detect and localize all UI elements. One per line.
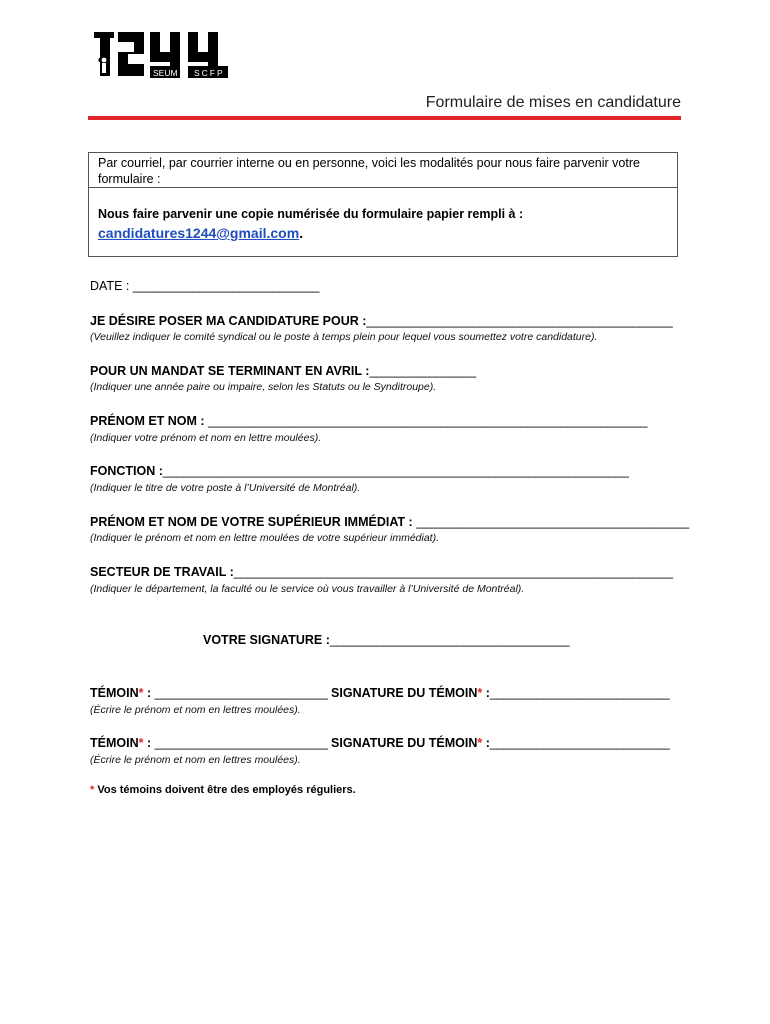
instructions-top-cell <box>89 153 677 188</box>
function-label: FONCTION : <box>90 464 163 478</box>
position-blank[interactable]: ______________________________________________ <box>366 314 673 328</box>
witness1-colon: : <box>143 686 152 700</box>
witness1-signature-colon: : <box>482 686 490 700</box>
witness1-signature-star: * <box>477 686 483 700</box>
mandate-field <box>90 364 476 378</box>
witness1-note: (Écrire le prénom et nom en lettres moulées). <box>90 704 301 716</box>
witness2-field <box>90 736 669 750</box>
name-blank[interactable]: __________________________________________________________________ <box>208 414 648 428</box>
signature-label: VOTRE SIGNATURE : <box>203 633 330 647</box>
logo-seum-text: SEUM <box>153 68 178 78</box>
sector-label: SECTEUR DE TRAVAIL : <box>90 565 234 579</box>
instructions-box <box>88 152 678 257</box>
sector-field <box>90 565 673 579</box>
sector-note: (Indiquer le département, la faculté ou le service où vous travailler à l’Université de Montréal). <box>90 583 525 595</box>
witness1-signature-label: SIGNATURE DU TÉMOIN <box>331 686 478 700</box>
witness1-signature-blank[interactable]: ___________________________ <box>489 686 670 700</box>
footnote-star: * <box>90 784 95 796</box>
position-note: (Veuillez indiquer le comité syndical ou le poste à temps plein pour lequel vous soumettez votre candidature). <box>90 331 598 343</box>
supervisor-note: (Indiquer le prénom et nom en lettre moulées de votre supérieur immédiat). <box>90 532 440 544</box>
date-blank[interactable]: ____________________________ <box>132 279 320 293</box>
witness1-star: * <box>138 686 144 700</box>
supervisor-blank[interactable]: _________________________________________ <box>416 515 689 529</box>
witness2-signature-blank[interactable]: ___________________________ <box>489 736 670 750</box>
witness1-blank[interactable]: __________________________ <box>154 686 328 700</box>
signature-blank[interactable]: ____________________________________ <box>329 633 570 647</box>
form-title: Formulaire de mises en candidature <box>425 94 681 111</box>
function-blank[interactable]: ______________________________________________________________________ <box>162 464 629 478</box>
witness2-signature-star: * <box>477 736 483 750</box>
footnote <box>90 784 356 796</box>
name-note: (Indiquer votre prénom et nom en lettre moulées). <box>90 432 322 444</box>
mandate-note: (Indiquer une année paire ou impaire, selon les Statuts ou le Synditroupe). <box>90 381 437 393</box>
signature-field <box>203 633 569 647</box>
witness1-label: TÉMOIN <box>90 686 139 700</box>
submission-instruction: Nous faire parvenir une copie numérisée du formulaire papier rempli à : <box>98 207 524 221</box>
witness2-label: TÉMOIN <box>90 736 139 750</box>
witness2-colon: : <box>143 736 152 750</box>
name-label: PRÉNOM ET NOM : <box>90 414 205 428</box>
witness2-signature-colon: : <box>482 736 490 750</box>
email-line <box>98 225 303 241</box>
email-suffix: . <box>299 225 304 241</box>
mandate-label: POUR UN MANDAT SE TERMINANT EN AVRIL : <box>90 364 370 378</box>
logo-scfp-text: SCFP <box>194 68 225 78</box>
date-field <box>90 279 319 293</box>
position-label: JE DÉSIRE POSER MA CANDIDATURE POUR : <box>90 314 367 328</box>
footnote-text: Vos témoins doivent être des employés réguliers. <box>97 784 356 796</box>
title-divider <box>88 116 681 120</box>
instructions-text: Par courriel, par courrier interne ou en personne, voici les modalités pour nous faire parvenir votre formulaire : <box>98 156 640 186</box>
witness2-blank[interactable]: __________________________ <box>154 736 328 750</box>
supervisor-label: PRÉNOM ET NOM DE VOTRE SUPÉRIEUR IMMÉDIAT : <box>90 515 413 529</box>
witness1-field <box>90 686 669 700</box>
function-note: (Indiquer le titre de votre poste à l’Université de Montréal). <box>90 482 361 494</box>
seum-scfp-1244-logo <box>92 30 234 80</box>
function-field <box>90 464 629 478</box>
witness2-note: (Écrire le prénom et nom en lettres moulées). <box>90 754 301 766</box>
supervisor-field <box>90 515 689 529</box>
witness2-star: * <box>138 736 144 750</box>
mandate-blank[interactable]: ________________ <box>369 364 476 378</box>
witness2-signature-label: SIGNATURE DU TÉMOIN <box>331 736 478 750</box>
date-label: DATE : <box>90 279 130 293</box>
sector-blank[interactable]: __________________________________________________________________ <box>233 565 673 579</box>
position-field <box>90 314 672 328</box>
name-field <box>90 414 647 428</box>
email-link[interactable]: candidatures1244@gmail.com <box>98 225 300 241</box>
